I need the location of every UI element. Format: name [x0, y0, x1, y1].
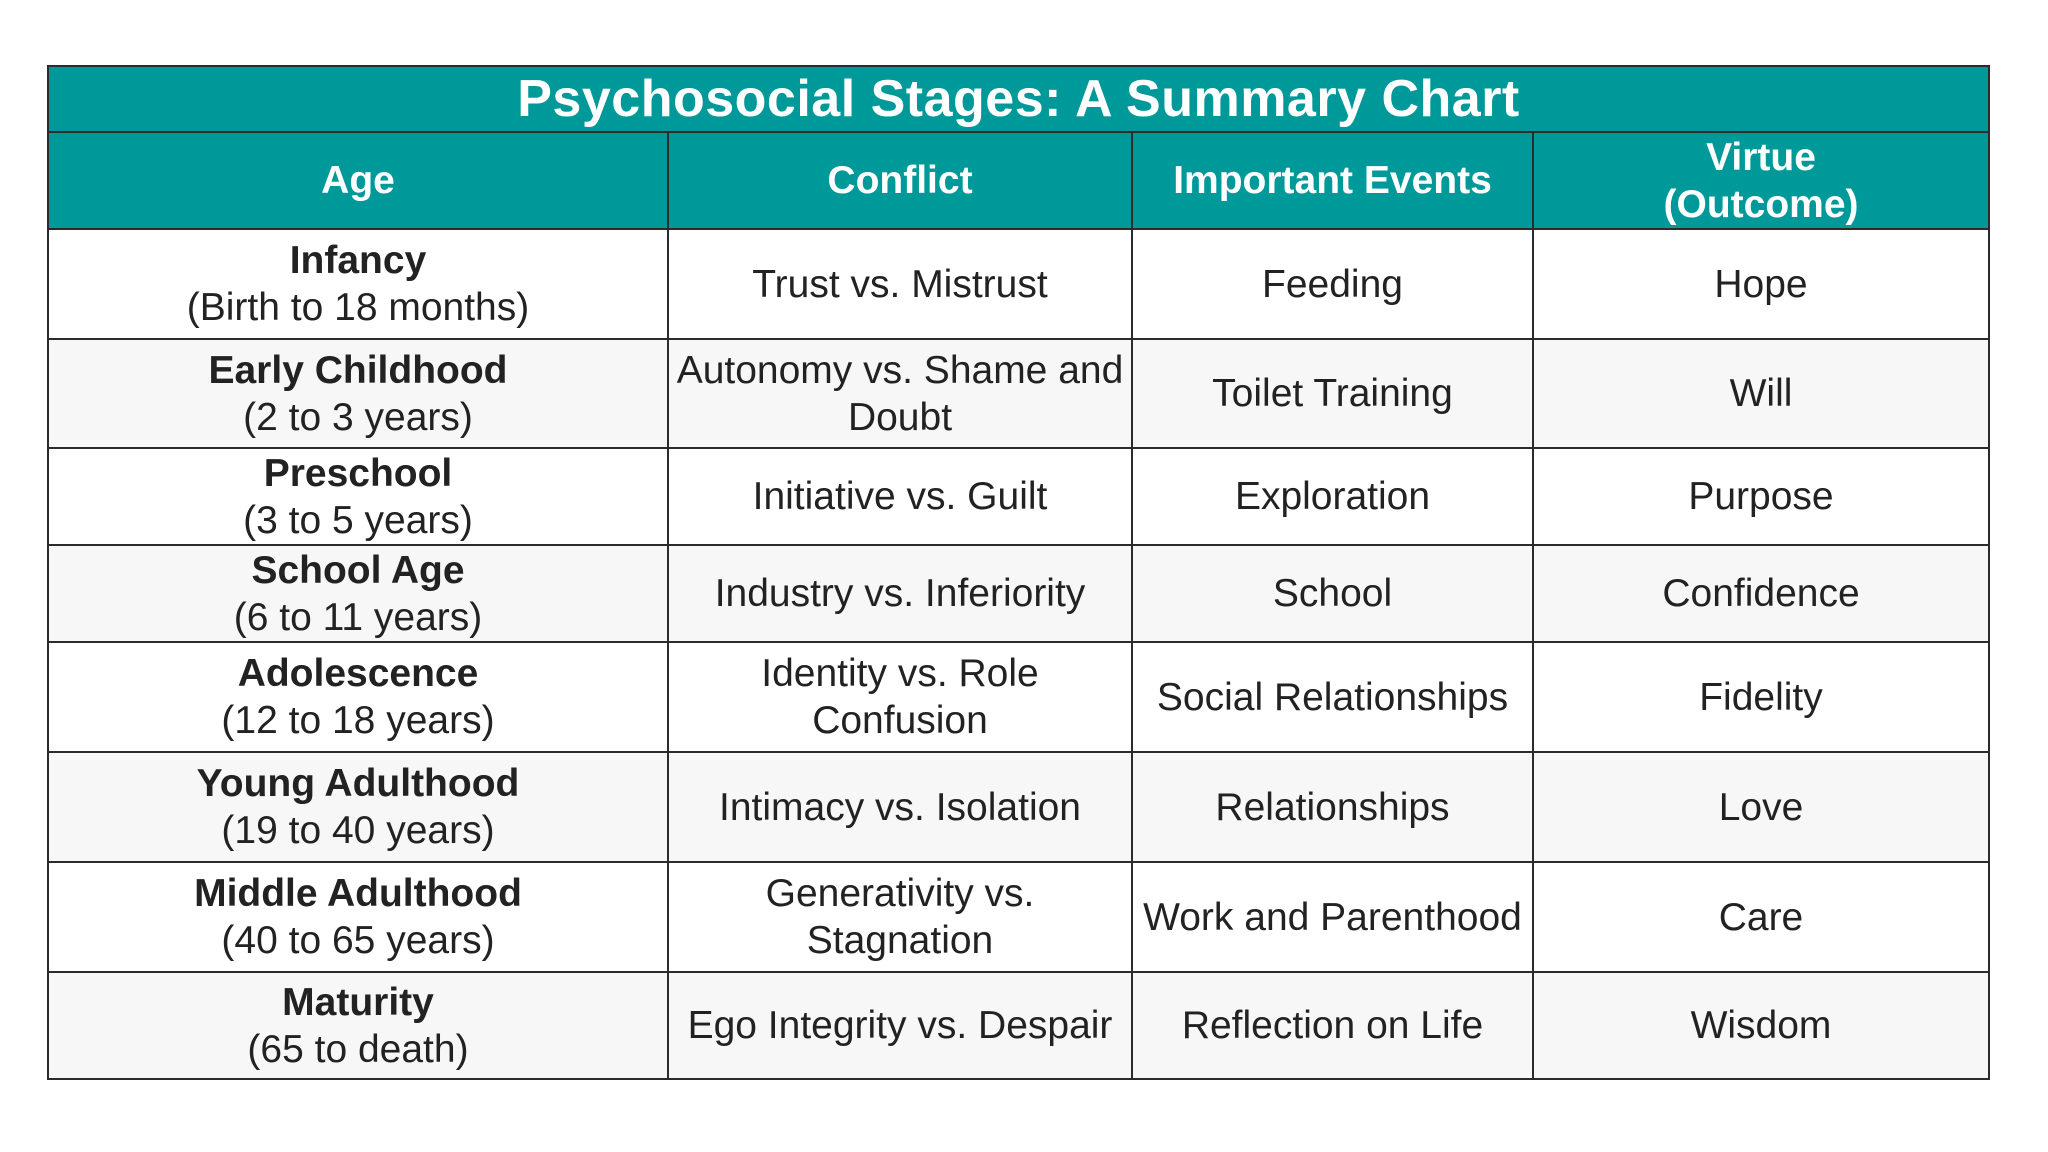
table-row — [48, 339, 1989, 448]
stage-name: Infancy — [289, 239, 427, 282]
age-cell — [48, 642, 668, 752]
stage-name: School Age — [251, 548, 465, 592]
events-cell: Social Relationships — [1132, 642, 1533, 752]
age-cell — [48, 229, 668, 339]
column-header-virtue-line2: (Outcome) — [1663, 182, 1859, 226]
virtue-cell: Purpose — [1533, 448, 1989, 545]
stage-name: Adolescence — [237, 652, 479, 695]
table-row — [48, 972, 1989, 1079]
stage-age-range: (65 to death) — [247, 1027, 469, 1071]
age-cell — [48, 752, 668, 862]
column-header-conflict: Conflict — [668, 132, 1132, 229]
age-cell — [48, 339, 668, 448]
events-cell: Reflection on Life — [1132, 972, 1533, 1079]
stage-age-range: (Birth to 18 months) — [186, 286, 530, 329]
virtue-cell: Will — [1533, 339, 1989, 448]
virtue-cell: Love — [1533, 752, 1989, 862]
stage-age-range: (12 to 18 years) — [221, 699, 495, 742]
age-cell — [48, 545, 668, 642]
table-row — [48, 448, 1989, 545]
stage-name: Young Adulthood — [196, 762, 520, 805]
virtue-cell: Confidence — [1533, 545, 1989, 642]
table-row — [48, 229, 1989, 339]
column-header-virtue-line1: Virtue — [1706, 135, 1816, 179]
stage-age-range: (3 to 5 years) — [243, 498, 473, 542]
stage-age-range: (19 to 40 years) — [221, 809, 495, 852]
events-cell: Toilet Training — [1132, 339, 1533, 448]
conflict-cell: Initiative vs. Guilt — [668, 448, 1132, 545]
table-title: Psychosocial Stages: A Summary Chart — [48, 66, 1989, 132]
stage-age-range: (2 to 3 years) — [243, 395, 473, 439]
virtue-cell: Fidelity — [1533, 642, 1989, 752]
events-cell: School — [1132, 545, 1533, 642]
conflict-cell: Generativity vs. Stagnation — [668, 862, 1132, 972]
conflict-cell: Trust vs. Mistrust — [668, 229, 1132, 339]
events-cell: Relationships — [1132, 752, 1533, 862]
stage-name: Middle Adulthood — [194, 872, 522, 915]
virtue-cell: Wisdom — [1533, 972, 1989, 1079]
stage-name: Early Childhood — [208, 348, 508, 392]
table-row — [48, 545, 1989, 642]
conflict-cell: Industry vs. Inferiority — [668, 545, 1132, 642]
virtue-cell: Hope — [1533, 229, 1989, 339]
column-header-important-events: Important Events — [1132, 132, 1533, 229]
conflict-cell: Identity vs. Role Confusion — [668, 642, 1132, 752]
events-cell: Work and Parenthood — [1132, 862, 1533, 972]
stage-name: Maturity — [282, 980, 434, 1024]
psychosocial-stages-table — [47, 65, 1990, 1080]
column-header-row — [48, 132, 1989, 229]
events-cell: Exploration — [1132, 448, 1533, 545]
age-cell — [48, 972, 668, 1079]
age-cell — [48, 448, 668, 545]
virtue-cell: Care — [1533, 862, 1989, 972]
table-title-row — [48, 66, 1989, 132]
age-cell — [48, 862, 668, 972]
conflict-cell: Autonomy vs. Shame and Doubt — [668, 339, 1132, 448]
stage-age-range: (6 to 11 years) — [233, 595, 483, 639]
events-cell: Feeding — [1132, 229, 1533, 339]
conflict-cell: Ego Integrity vs. Despair — [668, 972, 1132, 1079]
column-header-virtue — [1533, 132, 1989, 229]
stage-age-range: (40 to 65 years) — [221, 919, 495, 962]
table-row — [48, 752, 1989, 862]
table-row — [48, 642, 1989, 752]
table-row — [48, 862, 1989, 972]
conflict-cell: Intimacy vs. Isolation — [668, 752, 1132, 862]
stage-name: Preschool — [263, 451, 453, 495]
column-header-age: Age — [48, 132, 668, 229]
